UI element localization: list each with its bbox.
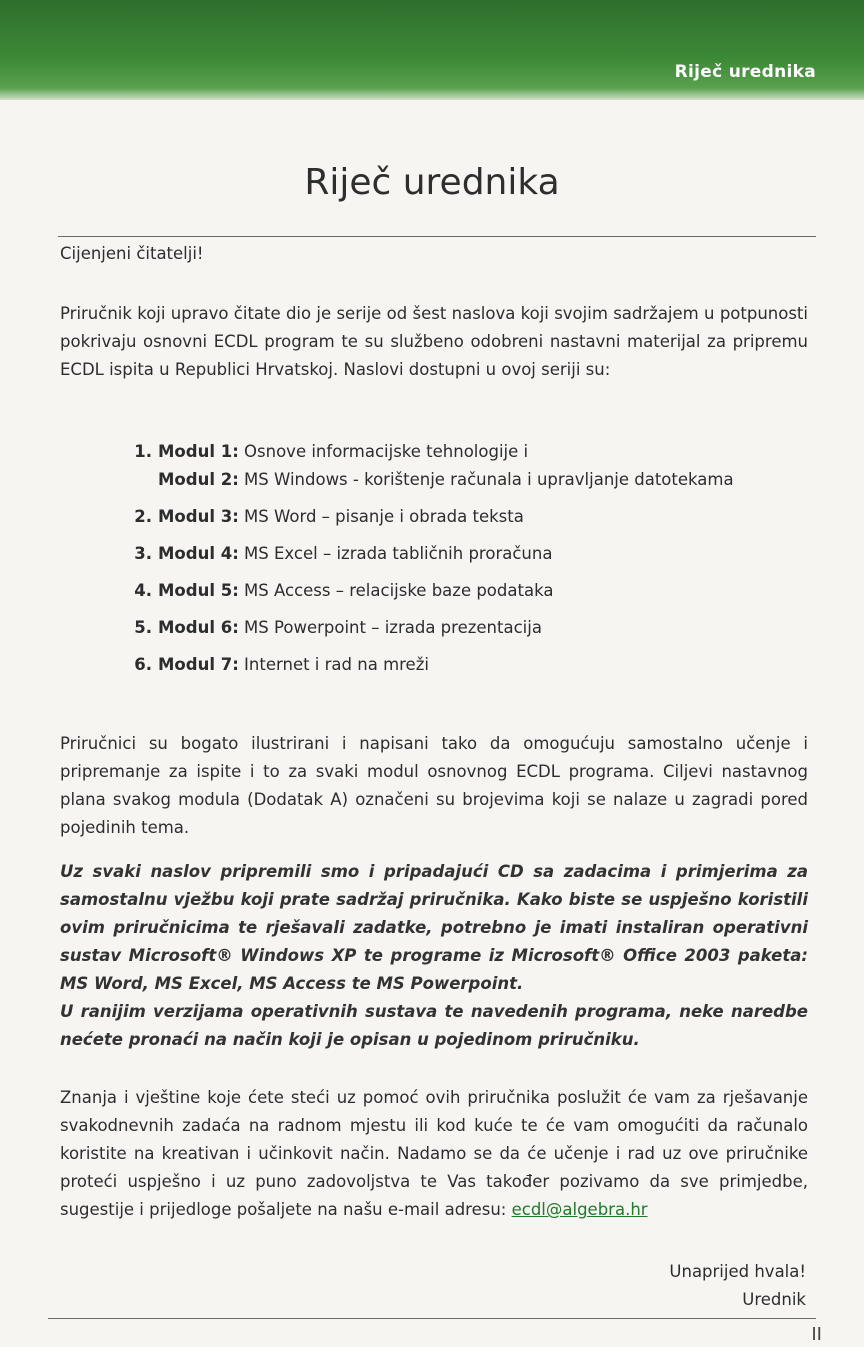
module-description: MS Windows - korištenje računala i upravljanje datotekama <box>244 470 734 489</box>
item-number: 3. <box>134 544 152 563</box>
intro-paragraph: Priručnik koji upravo čitate dio je serije od šest naslova koji svojim sadržajem u potpunosti pokrivaju osnovni ECDL program te su službeno odobreni nastavni materijal za pripremu ECDL ispita u Republici Hrvatskoj. Naslovi dostupni u ovoj seriji su: <box>60 304 808 379</box>
module-name: Modul 2: <box>158 470 239 489</box>
page-title: Riječ urednika <box>304 162 560 203</box>
module-description: Internet i rad na mreži <box>244 655 429 674</box>
module-list-item <box>120 614 820 642</box>
module-description: MS Excel – izrada tabličnih proračuna <box>244 544 553 563</box>
title-divider <box>58 236 816 237</box>
item-number: 4. <box>134 581 152 600</box>
signature: Urednik <box>742 1290 806 1309</box>
thanks-text: Unaprijed hvala! <box>669 1262 806 1281</box>
module-list-item <box>120 651 820 679</box>
email-link[interactable]: ecdl@algebra.hr <box>511 1200 648 1219</box>
item-number: 6. <box>134 655 152 674</box>
footer-divider <box>48 1318 816 1319</box>
module-name: Modul 1: <box>158 442 239 461</box>
module-description: Osnove informacijske tehnologije i <box>244 442 529 461</box>
module-description: MS Access – relacijske baze podataka <box>244 581 554 600</box>
module-name: Modul 6: <box>158 618 239 637</box>
closing-block <box>669 1258 806 1314</box>
module-name: Modul 5: <box>158 581 239 600</box>
module-name: Modul 3: <box>158 507 239 526</box>
closing-paragraph-text: Znanja i vještine koje ćete steći uz pomoć ovih priručnika poslužit će vam za rješavanje svakodnevnih zadaća na radnom mjestu ili kod kuće te će vam omogućiti da računalo koristite na kreativan i učinkovit način. Nadamo se da će učenje i rad uz ove priručnike proteći uspješno i uz puno zadovoljstva te Vas također pozivamo da sve primjedbe, sugestije i prijedloge pošaljete na našu e-mail adresu: <box>60 1088 808 1219</box>
page-number: II <box>811 1324 822 1345</box>
module-list <box>120 438 820 688</box>
header-band <box>0 0 864 100</box>
module-list-item <box>120 540 820 568</box>
module-list-item <box>120 577 820 605</box>
item-number: 5. <box>134 618 152 637</box>
emphasis-paragraph <box>60 858 808 1054</box>
module-description: MS Word – pisanje i obrada teksta <box>244 507 524 526</box>
module-description: MS Powerpoint – izrada prezentacija <box>244 618 542 637</box>
salutation: Cijenjeni čitatelji! <box>60 244 204 263</box>
version-note-text: U ranijim verzijama operativnih sustava te navedenih programa, neke naredbe nećete pronaći na način koji je opisan u pojedinom priručniku. <box>60 1002 808 1049</box>
module-name: Modul 7: <box>158 655 239 674</box>
module-list-item <box>120 438 820 494</box>
item-number: 1. <box>134 442 152 461</box>
software-requirements-text: Uz svaki naslov pripremili smo i pripadajući CD sa zadacima i primjerima za samostalnu vježbu koji prate sadržaj priručnika. Kako biste se uspješno koristili ovim priručnicima te rješavali zadatke, potrebno je imati instaliran operativni sustav Microsoft® Windows XP te programe iz Microsoft® Office 2003 paketa: MS Word, MS Excel, MS Access te MS Powerpoint. <box>60 862 808 993</box>
module-name: Modul 4: <box>158 544 239 563</box>
section-label: Riječ urednika <box>674 62 816 82</box>
body-paragraph: Priručnici su bogato ilustrirani i napisani tako da omogućuju samostalno učenje i pripremanje za ispite i to za svaki modul osnovnog ECDL programa. Ciljevi nastavnog plana svakog modula (Dodatak A) označeni su brojevima koji se nalaze u zagradi pored pojedinih tema. <box>60 734 808 837</box>
item-number: 2. <box>134 507 152 526</box>
closing-paragraph <box>60 1084 808 1224</box>
module-list-item <box>120 503 820 531</box>
